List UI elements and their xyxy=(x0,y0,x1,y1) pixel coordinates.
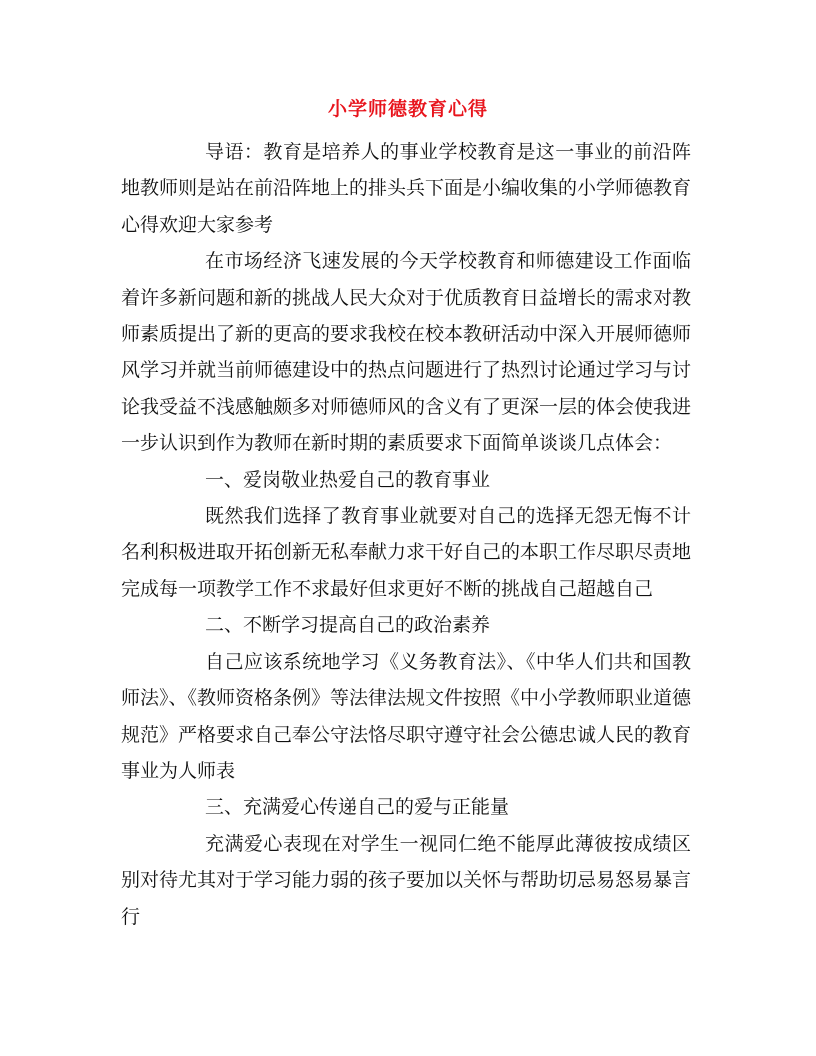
paragraph-intro: 导语：教育是培养人的事业学校教育是这一事业的前沿阵地教师则是站在前沿阵地上的排头兵下面是小编收集的小学师德教育心得欢迎大家参考 xyxy=(121,141,692,236)
paragraph-background: 在市场经济飞速发展的今天学校教育和师德建设工作面临着许多新问题和新的挑战人民大众对于优质教育日益增长的需求对教师素质提出了新的更高的要求我校在校本教研活动中深入开展师德师风学习并就当前师德建设中的热点问题进行了热烈讨论通过学习与讨论我受益不浅感触颇多对师德师风的含义有了更深一层的体会使我进一步认识到作为教师在新时期的素质要求下面简单谈谈几点体会： xyxy=(121,250,692,455)
paragraph-section-1: 既然我们选择了教育事业就要对自己的选择无怨无悔不计名利积极进取开拓创新无私奉献力求干好自己的本职工作尽职尽责地完成每一项教学工作不求最好但求更好不断的挑战自己超越自己 xyxy=(121,505,692,600)
section-heading-3: 三、充满爱心传递自己的爱与正能量 xyxy=(205,796,510,819)
document-title: 小学师德教育心得 xyxy=(327,98,488,120)
section-heading-1: 一、爱岗敬业热爱自己的教育事业 xyxy=(205,468,491,491)
paragraph-section-2: 自己应该系统地学习《义务教育法》、《中华人们共和国教师法》、《教师资格条例》等法律法规文件按照《中小学教师职业道德规范》严格要求自己奉公守法恪尽职守遵守社会公德忠诚人民的教育事业为人师表 xyxy=(121,650,692,782)
document-body xyxy=(121,134,691,935)
section-heading-2: 二、不断学习提高自己的政治素养 xyxy=(205,614,491,637)
paragraph-section-3: 充满爱心表现在对学生一视同仁绝不能厚此薄彼按成绩区别对待尤其对于学习能力弱的孩子要加以关怀与帮助切忌易怒易暴言行 xyxy=(121,832,692,928)
